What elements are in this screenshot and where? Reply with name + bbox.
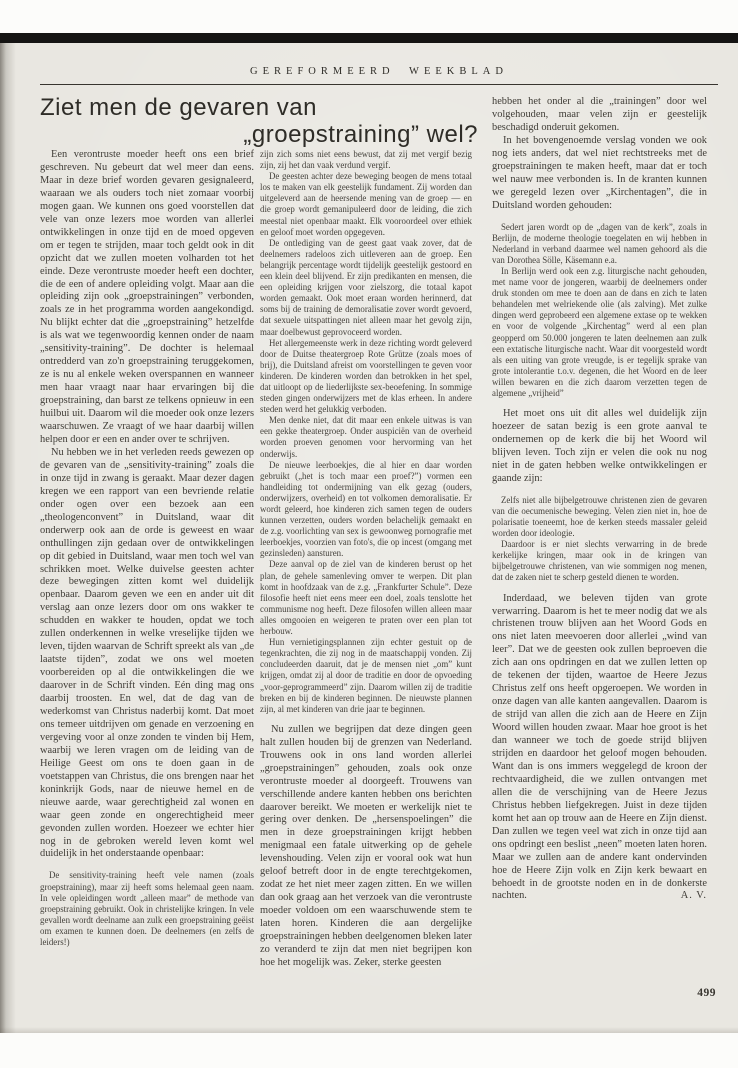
paragraph: Hun vernietigingsplannen zijn echter gestuit op de tegenkrachten, die zij nog in de maatschappij vonden. Zij concludeerden daaruit, dat je de mensen niet „om” kunt krijgen, omdat zij al door de traditie en door de opvoeding „voor-geprogrammeerd” zijn. Daarom willen zij de traditie breken en bij de kinderen beginnen. De nieuwste plannen zijn, al met kinderen van drie jaar te beginnen. bbox=[260, 637, 472, 714]
author-initials: A. V. bbox=[680, 890, 707, 902]
scan-separator-band bbox=[0, 33, 738, 43]
text-column-3 bbox=[492, 96, 707, 903]
paragraph: De sensitivity-training heeft vele namen (zoals groepstraining), maar zij heeft soms helemaal geen naam. In vele opleidingen wordt „alleen maar” de methode van groepstraining gebruikt. Ook in christelijke kringen. In vele gevallen wordt deelname aan zulk een groepstraining geëist om examen te kunnen doen. De deelnemers (en zelfs de leiders!) bbox=[40, 870, 254, 947]
paragraph: zijn zich soms niet eens bewust, dat zij met vergif bezig zijn, zij het dan vaak verdund vergif. bbox=[260, 149, 472, 171]
paragraph: Daardoor is er niet slechts verwarring in de brede kerkelijke kringen, maar ook in de kringen van bijbelgetrouwe christenen, van wie sommigen nog menen, dat de zaken niet te scherp gesteld dienen te worden. bbox=[492, 539, 707, 583]
text-column-2 bbox=[260, 149, 472, 970]
paragraph: Het allergemeenste werk in deze richting wordt geleverd door de Duitse theatergroep Rote Grütze (zoals moes of brij), die Duitsland afreist om voorstellingen te geven voor kinderen. De kinderen worden dan betrokken in het spel, dat uitloopt op de liederlijkste sex-beoefening. In sommige steden gingen onderwijzers met de klas erheen. In andere steden werd het gelukkig verboden. bbox=[260, 337, 472, 415]
paper-page bbox=[0, 43, 738, 1033]
paragraph: Nu zullen we begrijpen dat deze dingen geen halt zullen houden bij de grenzen van Nederland. Trouwens ook in ons land worden allerlei „groepstrainingen” gehouden, zoals ook onze verontruste moeder al doorgeeft. Trouwens van verschillende andere kanten hebben ons berichten daarover bereikt. We moeten er werkelijk niet te gering over denken. De „hersenspoelingen” die men in deze groepstrainingen krijgt hebben menigmaal een fatale uitwerking op de gehele levenshouding. Velen zijn er vooral ook wat hun geloof betreft door in de engte terechtgekomen, zodat ze het niet meer zagen zitten. En we willen dan ook graag aan het verzoek van die verontruste moeder voldoen om een waarschuwende stem te laten horen. Kinderen die aan dergelijke groepstrainingen hebben deelgenomen bleken later zo veranderd te zijn dat men niet begrijpen kon hoe het mogelijk was. Zeker, sterke geesten bbox=[260, 723, 472, 968]
paragraph: De geesten achter deze beweging beogen de mens totaal los te maken van elk geestelijk fundament. Zij worden dan uitgeleverd aan de heersende mening van de groep — en die groep wordt gemanipuleerd door de leiding, die zich meestal niet openbaar maakt. Elk vooroordeel over ethiek en geloof moet worden opgegeven. bbox=[260, 171, 472, 237]
paragraph: Deze aanval op de ziel van de kinderen berust op het plan, de gehele samenleving omver te werpen. Dit plan komt in hoofdzaak van de z.g. „Frankfurter Schule”. Deze filosofie heeft niet eens meer een doel, zoals tenslotte het communisme nog heeft. Deze filosofen willen alleen maar alles omgooien en weigeren te praten over een plan tot herbouw. bbox=[260, 559, 472, 637]
masthead-rule bbox=[40, 84, 718, 85]
paragraph: In het bovengenoemde verslag vonden we ook nog iets anders, dat wel niet rechtstreeks met de groepstrainingen te maken heeft, maar dat er toch wel nauw mee verbonden is. In de kranten kunnen we geregeld lezen over „Kirchentagen”, die in Duitsland worden gehouden: bbox=[492, 134, 707, 211]
paragraph: Het moet ons uit dit alles wel duidelijk zijn hoezeer de satan bezig is een grote aanval te ondernemen op de kerk die bij het Woord wil blijven leven. Toch zijn er velen die ook nu nog niet in de gaten hebben welke ontwikkelingen er gaande zijn: bbox=[492, 408, 707, 484]
paragraph: hebben het onder al die „trainingen” door wel volgehouden, maar velen zijn er geestelijk beschadigd onderuit gekomen. bbox=[492, 96, 707, 133]
paragraph: Zelfs niet alle bijbelgetrouwe christenen zien de gevaren van die oecumenische beweging. Velen zien niet in, hoe de polarisatie toeneemt, hoe de kerken steeds massaler geleid worden door ideologie. bbox=[492, 494, 707, 539]
text-column-1 bbox=[40, 149, 254, 948]
article-title-line1: Ziet men de gevaren van bbox=[40, 94, 317, 121]
masthead-title: GEREFORMEERD WEEKBLAD bbox=[250, 66, 508, 77]
paragraph: Een verontruste moeder heeft ons een brief geschreven. Nu gebeurt dat wel meer dan eens. Maar in deze brief worden gevaren gesignaleerd, waaraan we als ouders toch niet zomaar voorbij mogen gaan. We kunnen ons goed voorstellen dat vele van onze lezers moe worden van allerlei ontwikkelingen in onze tijd en de moed opgeven om er tegen te strijden, maar toch geldt ook in dit opzicht dat we zullen moeten volharden tot het einde. Deze verontruste moeder heeft een dochter, die de een of andere opleiding volgt. Maar aan die opleiding zijn ook „groepstrainingen” verbonden, zoals ze in het programma worden aangekondigd. Nu blijkt echter dat die „groepstraining” hetzelfde is als wat we tegenwoordig kennen onder de naam „sensitivity-training”. De dochter is helemaal ontredderd van zo'n groepstraining teruggekomen, ze is nu al enkele weken overspannen en wanneer men haar vraagt naar haar ervaringen bij die groepstraining, dan barst ze telkens opnieuw in een huilbui uit. Daarom wil die moeder ook onze lezers waarschuwen. Ze vraagt of we haar daarbij willen helpen door er een en ander over te schrijven. bbox=[40, 149, 254, 445]
paragraph: De nieuwe leerboekjes, die al hier en daar worden gebruikt („het is toch maar een proef?”) vormen een handleiding tot ondermijning van elk gezag (ouders, onderwijzers, overheid) en tot volkomen demoralisatie. Er wordt geleerd, hoe kinderen zich samen tegen de ouders kunnen verzetten, ouders worden belachelijk gemaakt en de z.g. voorlichting van sex is gewoonweg pornografie met leerboekjes, voorzien van foto's, die op incest (omgang met gezinsleden) aansturen. bbox=[260, 459, 472, 559]
paragraph: Men denke niet, dat dit maar een enkele uitwas is van een gekke theatergroep. Onder auspiciën van de overheid worden proeven genomen voor hervorming van het onderwijs. bbox=[260, 415, 472, 459]
article-title-line2: „groepstraining” wel? bbox=[243, 121, 478, 148]
paragraph: Nu hebben we in het verleden reeds gewezen op de gevaren van de „sensitivity-training” zoals die in onze tijd in zwang is geraakt. Maar dezer dagen kregen we een rapport van een bevriende relatie onder ogen over een bezoek aan een „theologenconvent” in Duitsland, waar dit onderwerp ook aan de orde is geweest en waar onthullingen zijn gedaan over de ontwikkelingen op dit gebied in Duitsland, waar men toch wel van schrikken moet. Welke duivelse geesten achter deze bewegingen zitten komt wel duidelijk openbaar. Daarom geven we een en ander uit dit verslag aan onze lezers door om ons wakker te schudden en wakker te houden, opdat we toch zullen onderkennen in welke vreselijke tijden we leven, tijden waarvan de Schrift spreekt als van „de laatste tijden”, zodat we ons wel moeten voorbereiden op al die ontwikkelingen die we daarover in de Schrift vinden. Eén ding mag ons daarbij troosten. En wel, dat de dag van de wederkomst van Christus naderbij komt. Dat moet ons temeer uitdrijven om genade en verzoening en vergeving voor al onze zonden te vinden bij Hem, waarbij we leren vragen om de leiding van de Heilige Geest om ons te doen gaan in de voetstappen van Christus, die ons brengen naar het koninkrijk Gods, naar de nieuwe hemel en de nieuwe aarde, waar gerechtigheid zal wonen en waar geen zonde en ongerechtigheid meer gevonden zullen worden. Hoezeer we echter hier nog in de gebroken wereld leven komt wel duidelijk in het onderstaande openbaar: bbox=[40, 446, 254, 860]
paragraph: De ontlediging van de geest gaat vaak zover, dat de deelnemers radeloos zich uitleveren aan de groep. Een belangrijk percentage wordt tijdelijk geestelijk gestoord en een klein deel blijvend. Er zijn predikanten en mensen, die een opleiding krijgen voor zielszorg, die totaal kapot worden gemaakt. Ook moet eraan worden herinnerd, dat soms bij de training de demoralisatie zover wordt gevoerd, dat sexuele uitspattingen niet alleen maar het gevolg zijn, maar doelbewust geprovoceerd worden. bbox=[260, 237, 472, 337]
paragraph: Sedert jaren wordt op de „dagen van de kerk”, zoals in Berlijn, de moderne theologie toegelaten en wij hebben in Nederland in verband daarmee wel namen gehoord als die van Dorothea Sölle, Käsemann e.a. bbox=[492, 221, 707, 265]
paragraph: Inderdaad, we beleven tijden van grote verwarring. Daarom is het te meer nodig dat we als christenen trouw blijven aan het Woord Gods en ons niet laten meevoeren door allerlei „wind van leer”. Dat we de geesten ook zullen beproeven die zich aan ons opdringen en dat we zullen letten op de tekenen der tijden, waartoe de Heere Jezus Christus zelf ons heeft opgeroepen. We worden in onze dagen van alle kanten aangevallen. Daarom is de strijd van allen die zich aan de Heere en Zijn Woord willen houden zwaar. Maar hoe groot is het dan wanneer we toch de goede strijd blijven strijden en daardoor het geloof mogen behouden. Want dan is ons immers weggelegd de kroon der rechtvaardigheid, die we zullen ontvangen met allen die de verschijning van de Heere Jezus Christus hebben liefgekregen. Juist in deze tijden komt het aan op trouw aan de Heere en Zijn dienst. Dan zullen we tegen veel wat zich in onze tijd aan ons opdringt een beslist „neen” moeten laten horen. Maar we zullen aan de andere kant ondervinden hoe de Heere Zijn volk en Zijn kerk bewaart en behoedt in de grootste noden en in de donkerste nachten. A. V. bbox=[492, 592, 707, 902]
page-number: 499 bbox=[697, 987, 716, 999]
article-title bbox=[40, 95, 478, 148]
paragraph: In Berlijn werd ook een z.g. liturgische nacht gehouden, met name voor de jongeren, waarbij de deelnemers onder druk stonden om mee te doen aan de dans en zich te laten behandelen met welriekende olie (als zalving). Met zulke dingen werd geprobeerd een algemene extase op te wekken en voor de volgende „Kirchentag” werd al een plan geopperd om 50.000 jongeren te laten deelnemen aan zulk een extatische liturgische nacht. Waar dit voorgesteld wordt als een uiting van grote vreugde, is er tegelijk sprake van grote intolerantie t.o.v. degenen, die het Woord en de leer willen bewaren en die zich daarom verzetten tegen de algemene „vrijheid” bbox=[492, 265, 707, 398]
